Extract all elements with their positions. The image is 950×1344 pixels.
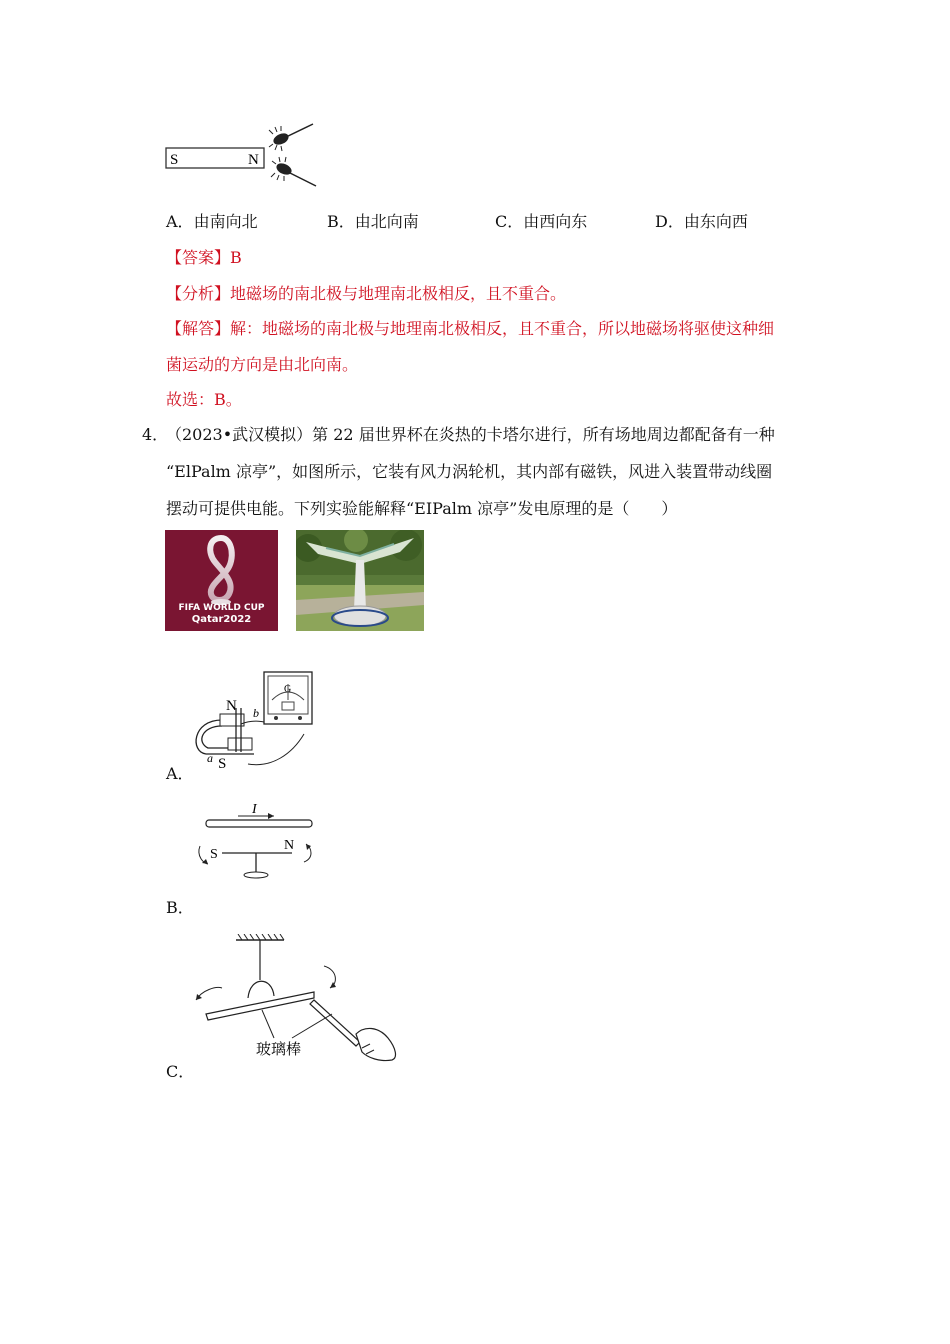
- q4-stem-line2: “ElPalm 凉亭”，如图所示，它装有风力涡轮机，其内部有磁铁，风进入装置带动线圈: [166, 462, 773, 481]
- figa-s-label: S: [218, 756, 227, 772]
- world-cup-logo: [165, 530, 278, 631]
- q3-answer: [166, 248, 242, 268]
- q4-option-c-figure: [192, 934, 402, 1072]
- figa-g-label: G: [284, 684, 292, 695]
- analysis-tag: 【分析】: [166, 284, 231, 303]
- q4-option-b[interactable]: B．: [166, 898, 194, 917]
- elpalm-pavilion-photo: [296, 530, 424, 631]
- figb-current-label: I: [252, 802, 257, 817]
- q3-option-b[interactable]: [327, 212, 419, 232]
- figc-rod-label: 玻璃棒: [256, 1040, 302, 1058]
- q3-option-d[interactable]: [655, 212, 748, 232]
- answer-value: B: [230, 248, 242, 267]
- solution-tag: 【解答】: [166, 319, 231, 338]
- logo-text-line1: FIFA WORLD CUP: [178, 603, 265, 613]
- q4-stem-line1: （2023•武汉模拟）第 22 届世界杯在炎热的卡塔尔进行，所有场地周边都配备有一种: [166, 425, 775, 444]
- option-text: 由北向南: [354, 212, 419, 231]
- q4-option-b-figure: [192, 798, 322, 880]
- q3-option-c[interactable]: [495, 212, 587, 232]
- q3-option-a[interactable]: [166, 212, 258, 232]
- logo-text-line2: Qatar2022: [191, 614, 252, 625]
- figa-a-label: a: [207, 751, 213, 765]
- q4-option-a-figure: [192, 664, 322, 772]
- q3-analysis: [166, 284, 566, 304]
- q3-solution-line2: 菌运动的方向是由北向南。: [166, 355, 359, 374]
- figb-n-label: N: [284, 838, 295, 853]
- magnet-n-label: N: [248, 152, 259, 168]
- option-letter: D．: [655, 212, 684, 231]
- solution-text: 解：地磁场的南北极与地理南北极相反，且不重合，所以地磁场将驱使这种细: [230, 319, 775, 338]
- option-text: 由西向东: [523, 212, 588, 231]
- answer-tag: 【答案】: [166, 248, 231, 267]
- figb-s-label: S: [210, 847, 218, 862]
- figa-n-label: N: [226, 698, 237, 714]
- option-letter: B．: [327, 212, 355, 231]
- q3-solution-line1: [166, 319, 774, 339]
- q3-solution-line3: 故选：B。: [166, 390, 242, 409]
- option-letter: C．: [495, 212, 524, 231]
- magnet-s-label: S: [170, 152, 179, 168]
- figa-b-label: b: [253, 706, 259, 720]
- q4-option-a[interactable]: A．: [166, 764, 194, 783]
- bacterium-upper-icon: [269, 124, 313, 151]
- option-text: 由南向北: [193, 212, 258, 231]
- magnet-bacteria-figure: [160, 120, 330, 195]
- bacterium-lower-icon: [271, 157, 316, 186]
- q4-option-c[interactable]: C．: [166, 1062, 195, 1081]
- q4-stem-line3: 摆动可提供电能。下列实验能解释“EIPalm 凉亭”发电原理的是（ ）: [166, 499, 678, 518]
- analysis-text: 地磁场的南北极与地理南北极相反，且不重合。: [230, 284, 567, 303]
- option-letter: A．: [166, 212, 194, 231]
- q4-number: 4．: [142, 425, 169, 444]
- option-text: 由东向西: [683, 212, 748, 231]
